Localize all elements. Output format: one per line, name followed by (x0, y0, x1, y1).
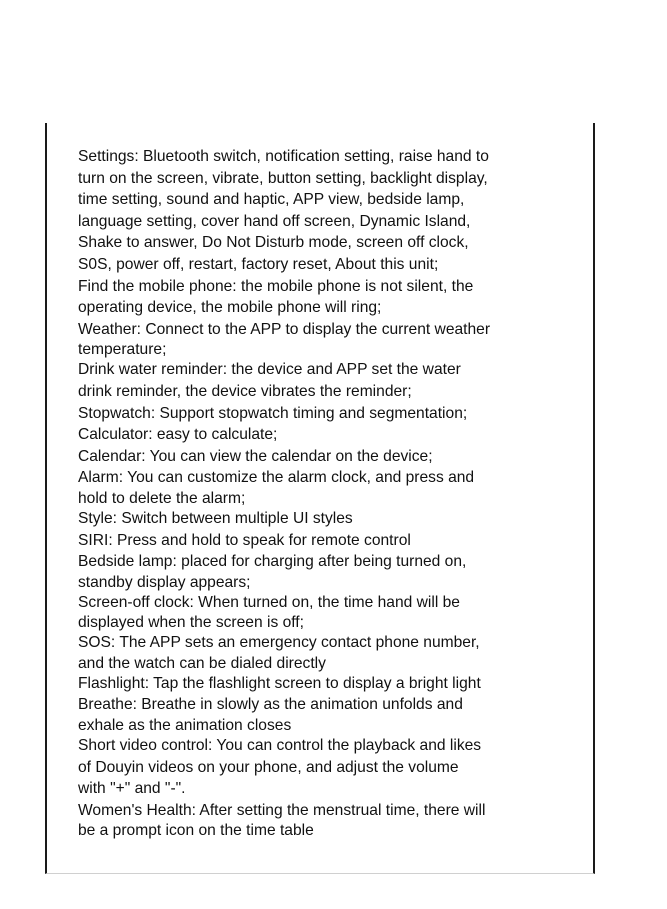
text-line: Calendar: You can view the calendar on the device; (78, 447, 433, 465)
text-line: Women's Health: After setting the menstrual time, there will (78, 801, 486, 819)
text-line: Breathe: Breathe in slowly as the animation unfolds and (78, 696, 463, 714)
text-line: Stopwatch: Support stopwatch timing and segmentation; (78, 404, 468, 422)
text-line: language setting, cover hand off screen, Dynamic Island, (78, 212, 471, 230)
text-line: Settings: Bluetooth switch, notification setting, raise hand to (78, 148, 489, 165)
text-line: displayed when the screen is off; (78, 614, 304, 632)
text-line: temperature; (78, 341, 167, 359)
text-line: turn on the screen, vibrate, button setting, backlight display, (78, 169, 488, 187)
text-line: be a prompt icon on the time table (78, 822, 314, 840)
text-line: hold to delete the alarm; (78, 489, 246, 507)
text-line: Screen-off clock: When turned on, the time hand will be (78, 593, 460, 611)
text-line: and the watch can be dialed directly (78, 654, 326, 672)
feature-list-text (78, 146, 578, 840)
text-line: Shake to answer, Do Not Disturb mode, screen off clock, (78, 234, 469, 252)
text-line: with "+" and "-". (78, 780, 186, 798)
text-line: Short video control: You can control the playback and likes (78, 737, 482, 755)
text-line: exhale as the animation closes (78, 717, 292, 735)
text-line: S0S, power off, restart, factory reset, About this unit; (78, 255, 439, 273)
text-line: Bedside lamp: placed for charging after being turned on, (78, 553, 467, 571)
text-line: of Douyin videos on your phone, and adjust the volume (78, 758, 459, 776)
text-line: Weather: Connect to the APP to display the current weather (78, 320, 491, 338)
text-line: time setting, sound and haptic, APP view, bedside lamp, (78, 191, 465, 209)
text-line: Find the mobile phone: the mobile phone is not silent, the (78, 277, 474, 295)
text-line: Style: Switch between multiple UI styles (78, 509, 353, 527)
text-line: Alarm: You can customize the alarm clock, and press and (78, 469, 475, 487)
text-line: drink reminder, the device vibrates the reminder; (78, 382, 412, 400)
text-line: Calculator: easy to calculate; (78, 426, 278, 444)
text-line: operating device, the mobile phone will ring; (78, 299, 382, 317)
text-line: Flashlight: Tap the flashlight screen to display a bright light (78, 674, 481, 692)
text-line: SOS: The APP sets an emergency contact phone number, (78, 634, 480, 652)
text-line: Drink water reminder: the device and APP set the water (78, 361, 461, 379)
text-line: SIRI: Press and hold to speak for remote control (78, 531, 411, 549)
text-line: standby display appears; (78, 573, 251, 591)
